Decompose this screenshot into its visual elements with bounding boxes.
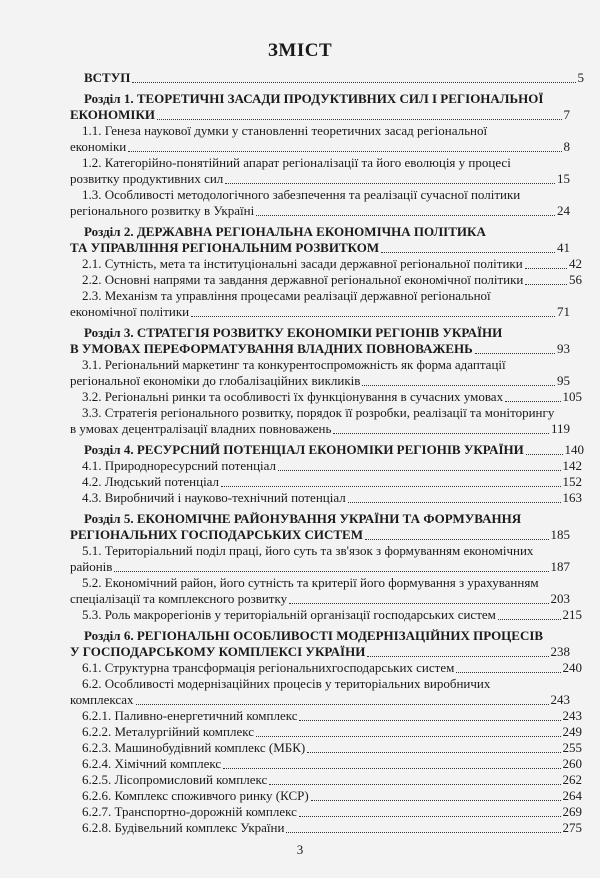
dot-leader <box>289 603 548 604</box>
toc-entry-text: 6.2.7. Транспортно-дорожній комплекс <box>82 804 297 819</box>
toc-subsection-entry <box>70 543 570 575</box>
toc-subsection-entry <box>70 272 582 288</box>
dot-leader <box>498 619 561 620</box>
toc-entry-text: 6.2. Особливості модернізаційних процесів у територіальних виробничих <box>82 676 491 691</box>
toc-page-number: 5 <box>577 70 584 85</box>
toc-entry-text: Розділ 3. СТРАТЕГІЯ РОЗВИТКУ ЕКОНОМІКИ РЕГІОНІВ УКРАЇНИ <box>84 325 503 340</box>
toc-subsection-entry <box>70 660 582 676</box>
toc-entry-text: 5.3. Роль макрорегіонів у територіальній організації господарських систем <box>82 607 496 622</box>
toc-entry-text: 2.3. Механізм та управління процесами реалізації державної регіональної <box>82 288 491 303</box>
dot-leader <box>191 316 555 317</box>
page-number: 3 <box>296 842 304 857</box>
dot-leader <box>311 800 561 801</box>
toc-subsection-entry <box>70 724 582 740</box>
toc-page-number: 163 <box>562 490 582 505</box>
toc-subsection-entry <box>70 474 582 490</box>
toc-subsection-entry <box>70 740 582 756</box>
toc-page-number: 262 <box>562 772 582 787</box>
toc-entry-text: 6.2.5. Лісопромисловий комплекс <box>82 772 268 787</box>
toc-entry-text: 6.2.4. Хімічний комплекс <box>82 756 222 771</box>
toc-section-entry <box>70 511 570 543</box>
toc-entry-text: в умовах децентралізації владних повноважень <box>70 421 332 436</box>
toc-page-number: 264 <box>562 788 582 803</box>
toc-entry-text: 1.3. Особливості методологічного забезпечення та реалізації сучасної політики <box>82 187 521 202</box>
toc-subsection-entry <box>70 820 582 836</box>
toc-section-entry <box>70 70 584 86</box>
dot-leader <box>381 252 555 253</box>
toc-subsection-entry <box>70 405 570 437</box>
toc-entry-text: 4.2. Людський потенціал <box>82 474 220 489</box>
toc-entry-text: комплексах <box>70 692 134 707</box>
toc-entry-text: 3.2. Регіональні ринки та особливості їх функціонування в сучасних умовах <box>82 389 504 404</box>
toc-entry-text: 1.2. Категорійно-понятійний апарат регіоналізації та його еволюція у процесі <box>82 155 511 170</box>
toc-subsection-entry <box>70 575 570 607</box>
dot-leader <box>128 151 561 152</box>
toc-entry-text: ТА УПРАВЛІННЯ РЕГІОНАЛЬНИМ РОЗВИТКОМ <box>70 240 380 255</box>
dot-leader <box>132 82 575 83</box>
dot-leader <box>505 401 560 402</box>
toc-entry-text: ВСТУП <box>84 70 131 85</box>
dot-leader <box>348 502 561 503</box>
toc-page-number: 215 <box>562 607 582 622</box>
toc-entry-text: 5.1. Територіальний поділ праці, його суть та зв'язок з формуванням економічних <box>82 543 534 558</box>
toc-section-entry <box>70 91 570 123</box>
toc-entry-text: У ГОСПОДАРСЬКОМУ КОМПЛЕКСІ УКРАЇНИ <box>70 644 366 659</box>
toc-page-number: 269 <box>562 804 582 819</box>
dot-leader <box>221 486 560 487</box>
toc-subsection-entry <box>70 676 570 708</box>
toc-entry-text: Розділ 6. РЕГІОНАЛЬНІ ОСОБЛИВОСТІ МОДЕРНІЗАЦІЙНИХ ПРОЦЕСІВ <box>84 628 544 643</box>
toc-entry-text: 3.3. Стратегія регіонального розвитку, порядок її розробки, реалізації та моніторингу <box>82 405 555 420</box>
toc-page-number: 42 <box>569 256 582 271</box>
toc-subsection-entry <box>70 187 570 219</box>
toc-entry-text: 3.1. Регіональний маркетинг та конкурентоспроможність як форма адаптації <box>82 357 506 372</box>
toc-entry-text: 1.1. Генеза наукової думки у становленні теоретичних засад регіональної <box>82 123 488 138</box>
dot-leader <box>136 704 549 705</box>
dot-leader <box>525 284 567 285</box>
dot-leader <box>333 433 549 434</box>
dot-leader <box>157 119 562 120</box>
dot-leader <box>365 539 549 540</box>
dot-leader <box>269 784 560 785</box>
toc-subsection-entry <box>70 772 582 788</box>
toc-entry-text: 4.3. Виробничий і науково-технічний потенціал <box>82 490 346 505</box>
dot-leader <box>307 752 560 753</box>
dot-leader <box>456 672 560 673</box>
toc-subsection-entry <box>70 458 582 474</box>
toc-entry-text: 2.2. Основні напрями та завдання державної регіональної економічної політики <box>82 272 524 287</box>
toc-subsection-entry <box>70 357 570 389</box>
toc-entry-text: Розділ 2. ДЕРЖАВНА РЕГІОНАЛЬНА ЕКОНОМІЧНА ПОЛІТИКА <box>84 224 486 239</box>
toc-entry-text: 5.2. Економічний район, його сутність та критерії його формування з урахуванням <box>82 575 539 590</box>
toc-entry-text: спеціалізації та комплексного розвитку <box>70 591 288 606</box>
toc-page-number: 260 <box>562 756 582 771</box>
toc-subsection-entry <box>70 490 582 506</box>
toc-entry-text: 2.1. Сутність, мета та інституціональні засади державної регіональної політики <box>82 256 523 271</box>
dot-leader <box>114 571 548 572</box>
toc-page-number: 95 <box>557 373 570 388</box>
toc-entry-text: 6.2.1. Паливно-енергетичний комплекс <box>82 708 298 723</box>
toc-page-number: 41 <box>557 240 570 255</box>
toc-page-number: 140 <box>564 442 584 457</box>
toc-entry-text: Розділ 5. ЕКОНОМІЧНЕ РАЙОНУВАННЯ УКРАЇНИ ТА ФОРМУВАННЯ <box>84 511 522 526</box>
toc-page-number: 243 <box>562 708 582 723</box>
toc-page-number: 249 <box>562 724 582 739</box>
toc-page-number: 142 <box>562 458 582 473</box>
toc-page-number: 93 <box>557 341 570 356</box>
toc-entry-text: В УМОВАХ ПЕРЕФОРМАТУВАННЯ ВЛАДНИХ ПОВНОВАЖЕНЬ <box>70 341 473 356</box>
toc-subsection-entry <box>70 256 582 272</box>
toc-page-number: 24 <box>557 203 570 218</box>
toc-page-number: 8 <box>563 139 570 154</box>
toc-page-number: 275 <box>562 820 582 835</box>
table-of-contents <box>70 70 584 836</box>
toc-page-number: 71 <box>557 304 570 319</box>
toc-subsection-entry <box>70 123 570 155</box>
toc-page-number: 7 <box>563 107 570 122</box>
toc-entry-text: 6.2.6. Комплекс споживчого ринку (КСР) <box>82 788 309 803</box>
dot-leader <box>278 470 560 471</box>
toc-page-number: 238 <box>550 644 570 659</box>
dot-leader <box>299 720 560 721</box>
toc-entry-text: регіонального розвитку в Україні <box>70 203 255 218</box>
toc-entry-text: районів <box>70 559 113 574</box>
dot-leader <box>299 816 561 817</box>
dot-leader <box>223 768 560 769</box>
dot-leader <box>362 385 555 386</box>
dot-leader <box>526 454 563 455</box>
toc-subsection-entry <box>70 788 582 804</box>
dot-leader <box>286 832 560 833</box>
toc-section-entry <box>70 442 584 458</box>
toc-page-number: 152 <box>562 474 582 489</box>
toc-page-number: 56 <box>569 272 582 287</box>
toc-page-number: 255 <box>562 740 582 755</box>
toc-page-number: 240 <box>562 660 582 675</box>
dot-leader <box>367 656 548 657</box>
toc-page-number: 243 <box>550 692 570 707</box>
toc-section-entry <box>70 325 570 357</box>
dot-leader <box>256 215 555 216</box>
dot-leader <box>256 736 560 737</box>
toc-entry-text: регіональної економіки до глобалізаційних викликів <box>70 373 361 388</box>
toc-entry-text: 6.2.3. Машинобудівний комплекс (МБК) <box>82 740 306 755</box>
toc-entry-text: 6.2.8. Будівельний комплекс України <box>82 820 285 835</box>
toc-entry-text: економіки <box>70 139 127 154</box>
toc-title: ЗМІСТ <box>267 40 333 61</box>
toc-subsection-entry <box>70 804 582 820</box>
toc-section-entry <box>70 628 570 660</box>
toc-subsection-entry <box>70 708 582 724</box>
toc-section-entry <box>70 224 570 256</box>
dot-leader <box>225 183 555 184</box>
toc-subsection-entry <box>70 756 582 772</box>
toc-page-number: 15 <box>557 171 570 186</box>
toc-subsection-entry <box>70 607 582 623</box>
toc-entry-text: Розділ 4. РЕСУРСНИЙ ПОТЕНЦІАЛ ЕКОНОМІКИ РЕГІОНІВ УКРАЇНИ <box>84 442 524 457</box>
toc-entry-text: РЕГІОНАЛЬНИХ ГОСПОДАРСЬКИХ СИСТЕМ <box>70 527 363 542</box>
toc-subsection-entry <box>70 389 582 405</box>
toc-page-number: 185 <box>550 527 570 542</box>
toc-page-number: 119 <box>550 421 570 436</box>
toc-entry-text: розвитку продуктивних сил <box>70 171 224 186</box>
toc-entry-text: 4.1. Природноресурсний потенціал <box>82 458 277 473</box>
toc-page-number: 187 <box>550 559 570 574</box>
toc-entry-text: 6.1. Структурна трансформація регіональнихгосподарських систем <box>82 660 455 675</box>
toc-entry-text: 6.2.2. Металургійний комплекс <box>82 724 255 739</box>
dot-leader <box>475 353 555 354</box>
toc-entry-text: Розділ 1. ТЕОРЕТИЧНІ ЗАСАДИ ПРОДУКТИВНИХ СИЛ І РЕГІОНАЛЬНОЇ <box>84 91 544 106</box>
toc-entry-text: економічної політики <box>70 304 190 319</box>
toc-subsection-entry <box>70 155 570 187</box>
toc-subsection-entry <box>70 288 570 320</box>
toc-page-number: 203 <box>550 591 570 606</box>
dot-leader <box>525 268 567 269</box>
toc-page-number: 105 <box>562 389 582 404</box>
toc-entry-text: ЕКОНОМІКИ <box>70 107 155 122</box>
